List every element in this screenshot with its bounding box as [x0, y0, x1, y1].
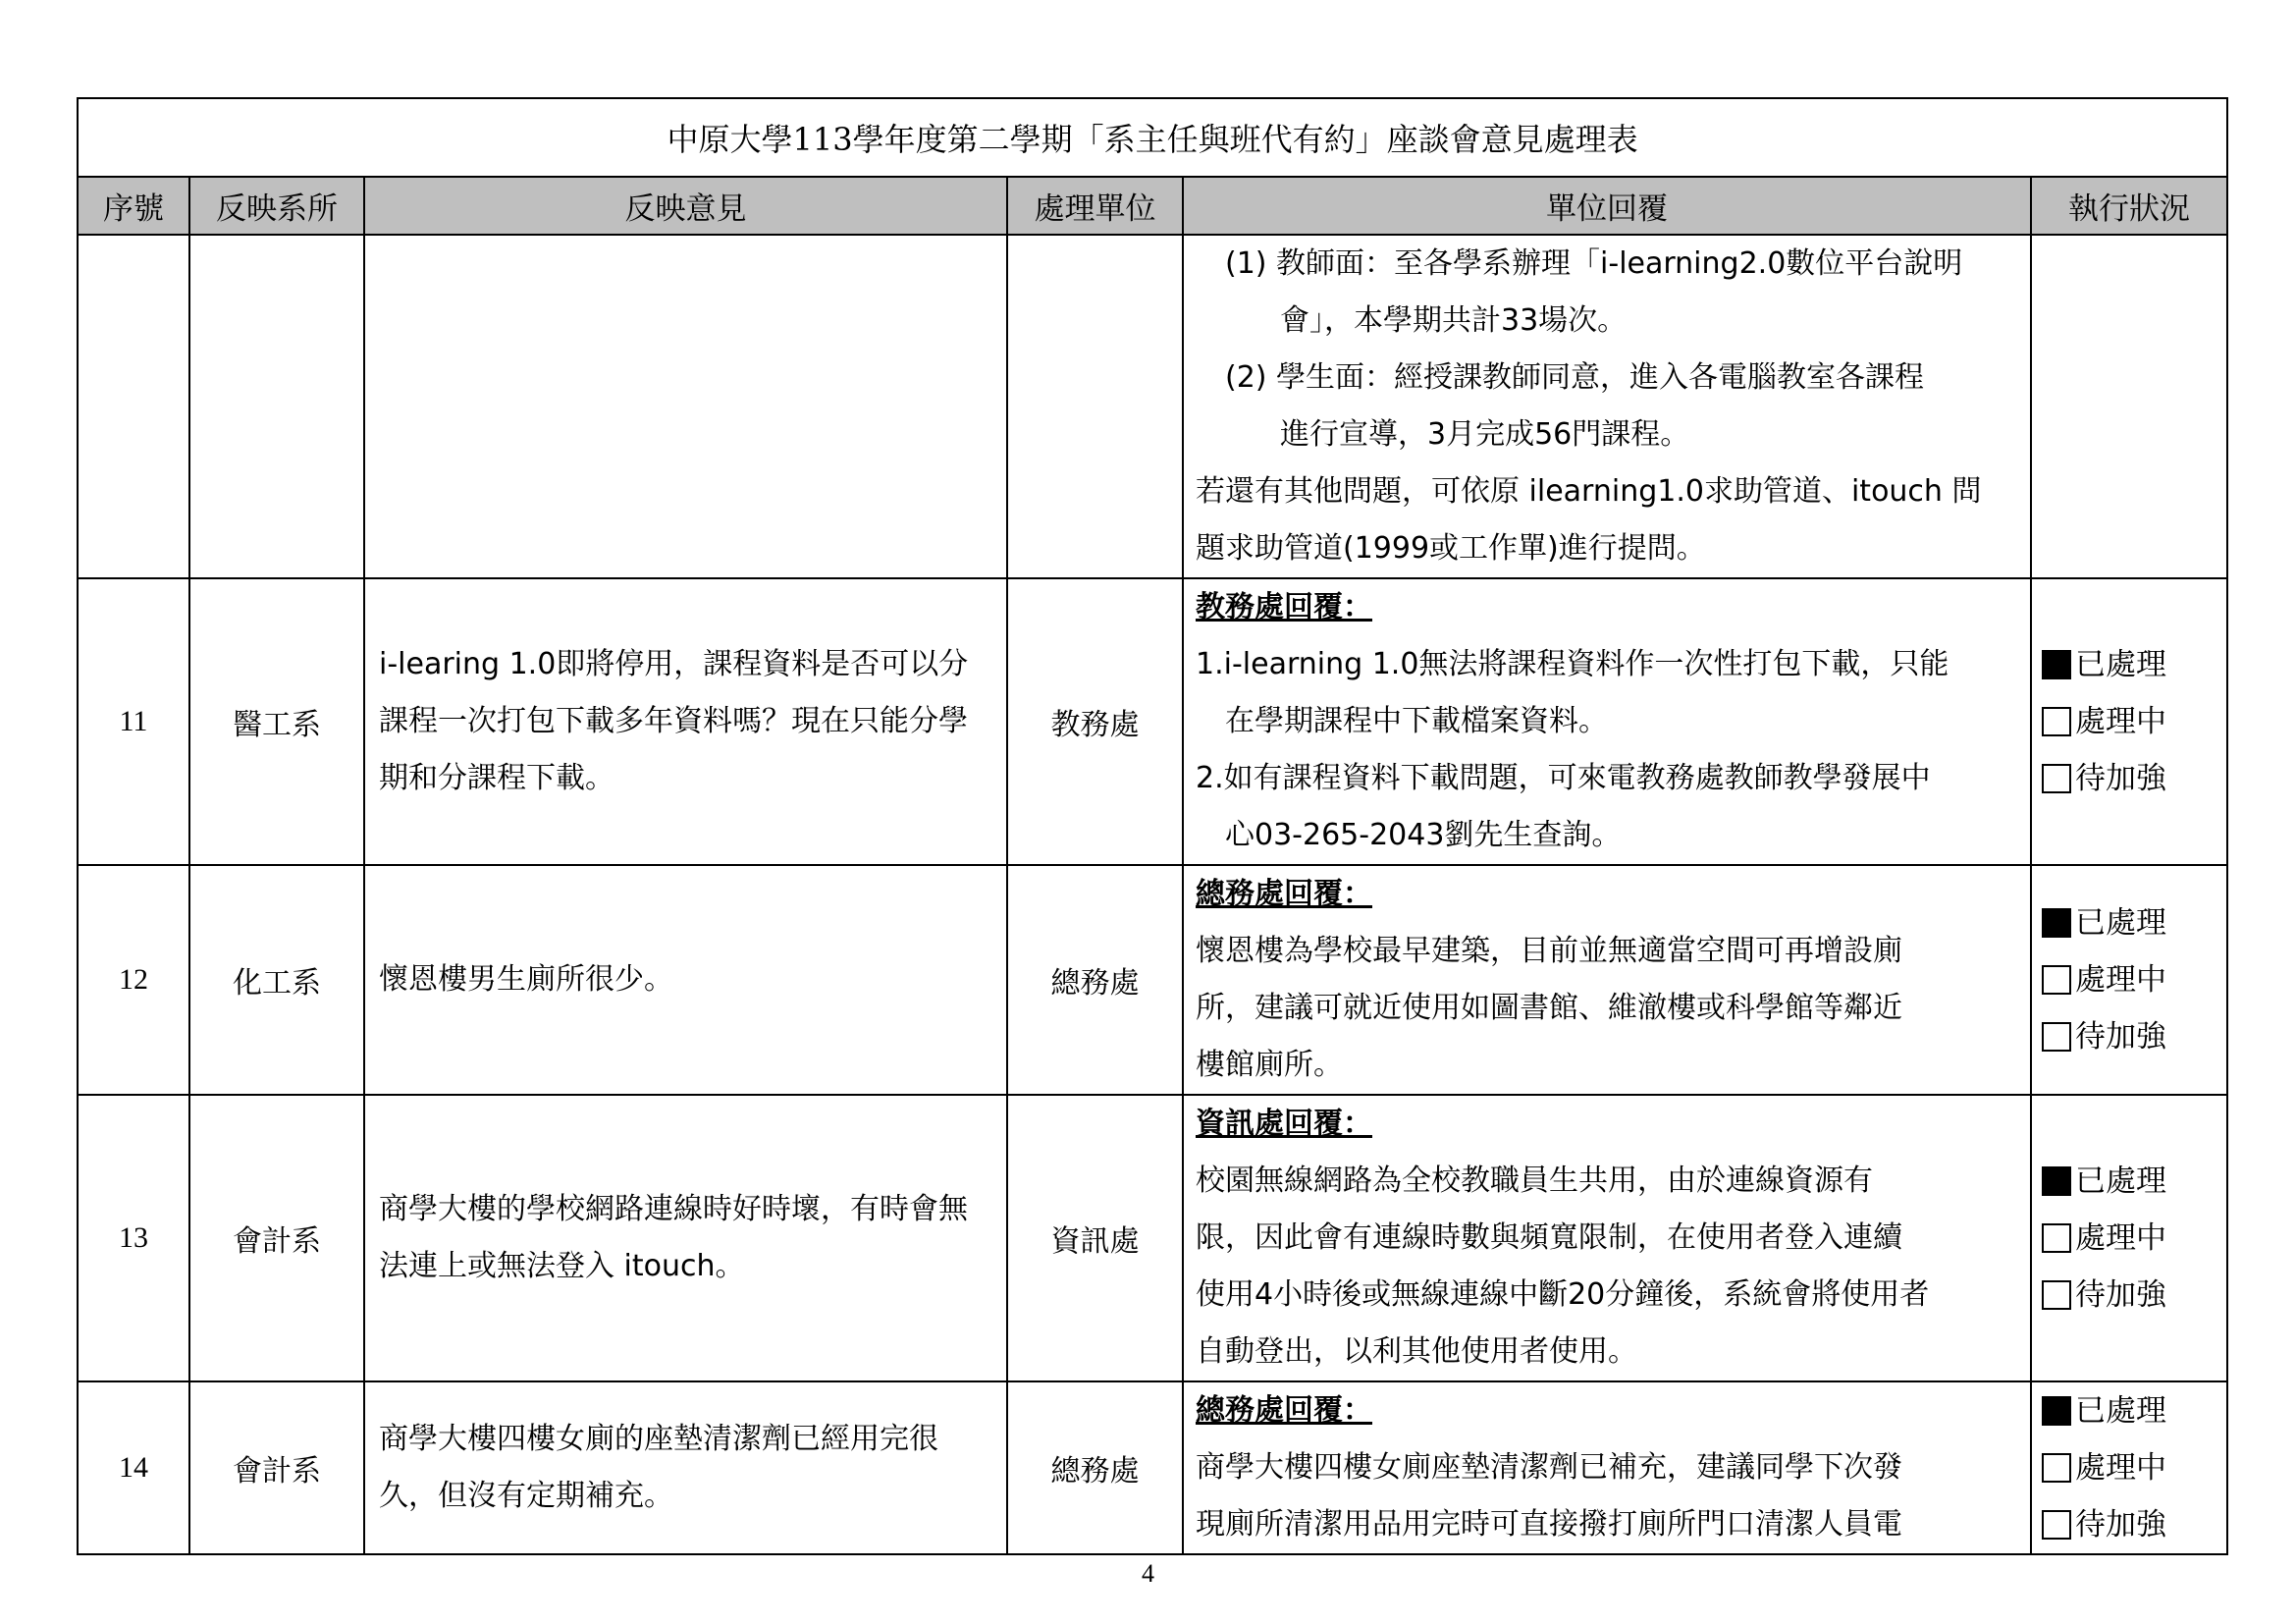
table-row	[78, 578, 2227, 865]
row-number: 13	[78, 1095, 189, 1381]
row-reply	[1183, 1095, 2031, 1381]
status-label: 已處理	[2075, 905, 2166, 941]
table-title: 中原大學113學年度第二學期「系主任與班代有約」座談會意見處理表	[78, 98, 2227, 177]
row-number: 12	[78, 865, 189, 1095]
reply-heading: 教務處回覆：	[1196, 590, 1372, 624]
reply-line: (2) 學生面：經授課教師同意，進入各電腦教室各課程	[1225, 360, 1925, 395]
header-opinion: 反映意見	[364, 177, 1007, 235]
reply-line: 懷恩樓為學校最早建築，目前並無適當空間可再增設廁	[1196, 934, 1902, 968]
row-status	[2031, 578, 2227, 865]
row-unit: 資訊處	[1007, 1095, 1183, 1381]
row-number: 14	[78, 1381, 189, 1554]
status-label: 已處理	[2075, 1164, 2166, 1199]
row-status	[2031, 1381, 2227, 1554]
row-opinion: 商學大樓的學校網路連線時好時壞，有時會無法連上或無法登入 itouch。	[364, 1095, 1007, 1381]
unchecked-box-icon	[2042, 965, 2071, 995]
reply-heading: 資訊處回覆：	[1196, 1107, 1372, 1141]
unchecked-box-icon	[2042, 1223, 2071, 1253]
reply-line: 樓館廁所。	[1196, 1048, 1343, 1082]
status-label: 待加強	[2075, 1019, 2166, 1055]
reply-line: 題求助管道(1999或工作單)進行提問。	[1196, 531, 1706, 566]
status-label: 已處理	[2075, 647, 2166, 682]
page-number: 4	[1142, 1559, 1154, 1588]
row-department: 會計系	[189, 1381, 364, 1554]
unchecked-box-icon	[2042, 1280, 2071, 1310]
reply-line: 2.如有課程資料下載問題，可來電教務處教師教學發展中	[1196, 761, 1931, 795]
reply-line: 若還有其他問題，可依原 ilearning1.0求助管道、itouch 問	[1196, 474, 1982, 509]
unchecked-box-icon	[2042, 707, 2071, 736]
row-status	[2031, 1095, 2227, 1381]
status-option	[2042, 1153, 2216, 1210]
status-label: 待加強	[2075, 1507, 2166, 1543]
row-reply	[1183, 865, 2031, 1095]
checked-box-icon	[2042, 650, 2071, 679]
reply-line: 心03-265-2043劉先生查詢。	[1225, 818, 1622, 852]
row-unit	[1007, 235, 1183, 578]
reply-line: 自動登出，以利其他使用者使用。	[1196, 1334, 1637, 1369]
reply-heading: 總務處回覆：	[1196, 877, 1372, 911]
row-department	[189, 235, 364, 578]
unchecked-box-icon	[2042, 764, 2071, 793]
status-option	[2042, 1439, 2216, 1496]
table-row	[78, 1381, 2227, 1554]
status-option	[2042, 1382, 2216, 1439]
unchecked-box-icon	[2042, 1022, 2071, 1052]
reply-line: 會」，本學期共計33場次。	[1280, 303, 1628, 338]
status-label: 處理中	[2075, 1450, 2166, 1486]
header-no: 序號	[78, 177, 189, 235]
checked-box-icon	[2042, 1166, 2071, 1196]
reply-line: 商學大樓四樓女廁座墊清潔劑已補充，建議同學下次發	[1196, 1450, 1902, 1485]
status-option	[2042, 636, 2216, 693]
header-row	[78, 177, 2227, 235]
row-status	[2031, 865, 2227, 1095]
status-option	[2042, 1267, 2216, 1324]
status-option	[2042, 951, 2216, 1008]
status-option	[2042, 1496, 2216, 1553]
row-opinion: i-learing 1.0即將停用，課程資料是否可以分課程一次打包下載多年資料嗎？現在只能分學期和分課程下載。	[364, 578, 1007, 865]
status-label: 待加強	[2075, 1277, 2166, 1313]
table-row	[78, 865, 2227, 1095]
row-number: 11	[78, 578, 189, 865]
checked-box-icon	[2042, 908, 2071, 938]
header-reply: 單位回覆	[1183, 177, 2031, 235]
row-reply	[1183, 235, 2031, 578]
unchecked-box-icon	[2042, 1453, 2071, 1483]
reply-line: 1.i-learning 1.0無法將課程資料作一次性打包下載，只能	[1196, 647, 1949, 681]
opinion-table	[77, 97, 2228, 1555]
row-opinion: 懷恩樓男生廁所很少。	[364, 865, 1007, 1095]
row-opinion: 商學大樓四樓女廁的座墊清潔劑已經用完很久，但沒有定期補充。	[364, 1381, 1007, 1554]
row-status	[2031, 235, 2227, 578]
header-dept: 反映系所	[189, 177, 364, 235]
status-option	[2042, 1210, 2216, 1267]
row-reply	[1183, 578, 2031, 865]
row-number	[78, 235, 189, 578]
header-unit: 處理單位	[1007, 177, 1183, 235]
row-opinion	[364, 235, 1007, 578]
checked-box-icon	[2042, 1396, 2071, 1426]
reply-heading: 總務處回覆：	[1196, 1393, 1372, 1428]
status-option	[2042, 894, 2216, 951]
row-department: 化工系	[189, 865, 364, 1095]
reply-line: 限，因此會有連線時數與頻寬限制，在使用者登入連續	[1196, 1220, 1902, 1255]
row-department: 醫工系	[189, 578, 364, 865]
status-option	[2042, 750, 2216, 807]
status-label: 待加強	[2075, 761, 2166, 796]
table-row	[78, 235, 2227, 578]
row-unit: 總務處	[1007, 1381, 1183, 1554]
reply-line: 在學期課程中下載檔案資料。	[1225, 704, 1608, 738]
status-option	[2042, 693, 2216, 750]
row-department: 會計系	[189, 1095, 364, 1381]
status-option	[2042, 1008, 2216, 1065]
row-unit: 總務處	[1007, 865, 1183, 1095]
status-label: 處理中	[2075, 704, 2166, 739]
reply-line: (1) 教師面：至各學系辦理「i-learning2.0數位平台說明	[1225, 246, 1963, 281]
table-row	[78, 1095, 2227, 1381]
reply-line: 所，建議可就近使用如圖書館、維澈樓或科學館等鄰近	[1196, 991, 1902, 1025]
reply-line: 校園無線網路為全校教職員生共用，由於連線資源有	[1196, 1164, 1873, 1198]
reply-line: 使用4小時後或無線連線中斷20分鐘後，系統會將使用者	[1196, 1277, 1930, 1312]
status-label: 處理中	[2075, 1220, 2166, 1256]
reply-line: 進行宣導，3月完成56門課程。	[1280, 417, 1690, 452]
unchecked-box-icon	[2042, 1510, 2071, 1540]
row-unit: 教務處	[1007, 578, 1183, 865]
row-reply	[1183, 1381, 2031, 1554]
header-status: 執行狀況	[2031, 177, 2227, 235]
status-label: 處理中	[2075, 962, 2166, 998]
reply-line: 現廁所清潔用品用完時可直接撥打廁所門口清潔人員電	[1196, 1507, 1902, 1542]
status-label: 已處理	[2075, 1393, 2166, 1429]
